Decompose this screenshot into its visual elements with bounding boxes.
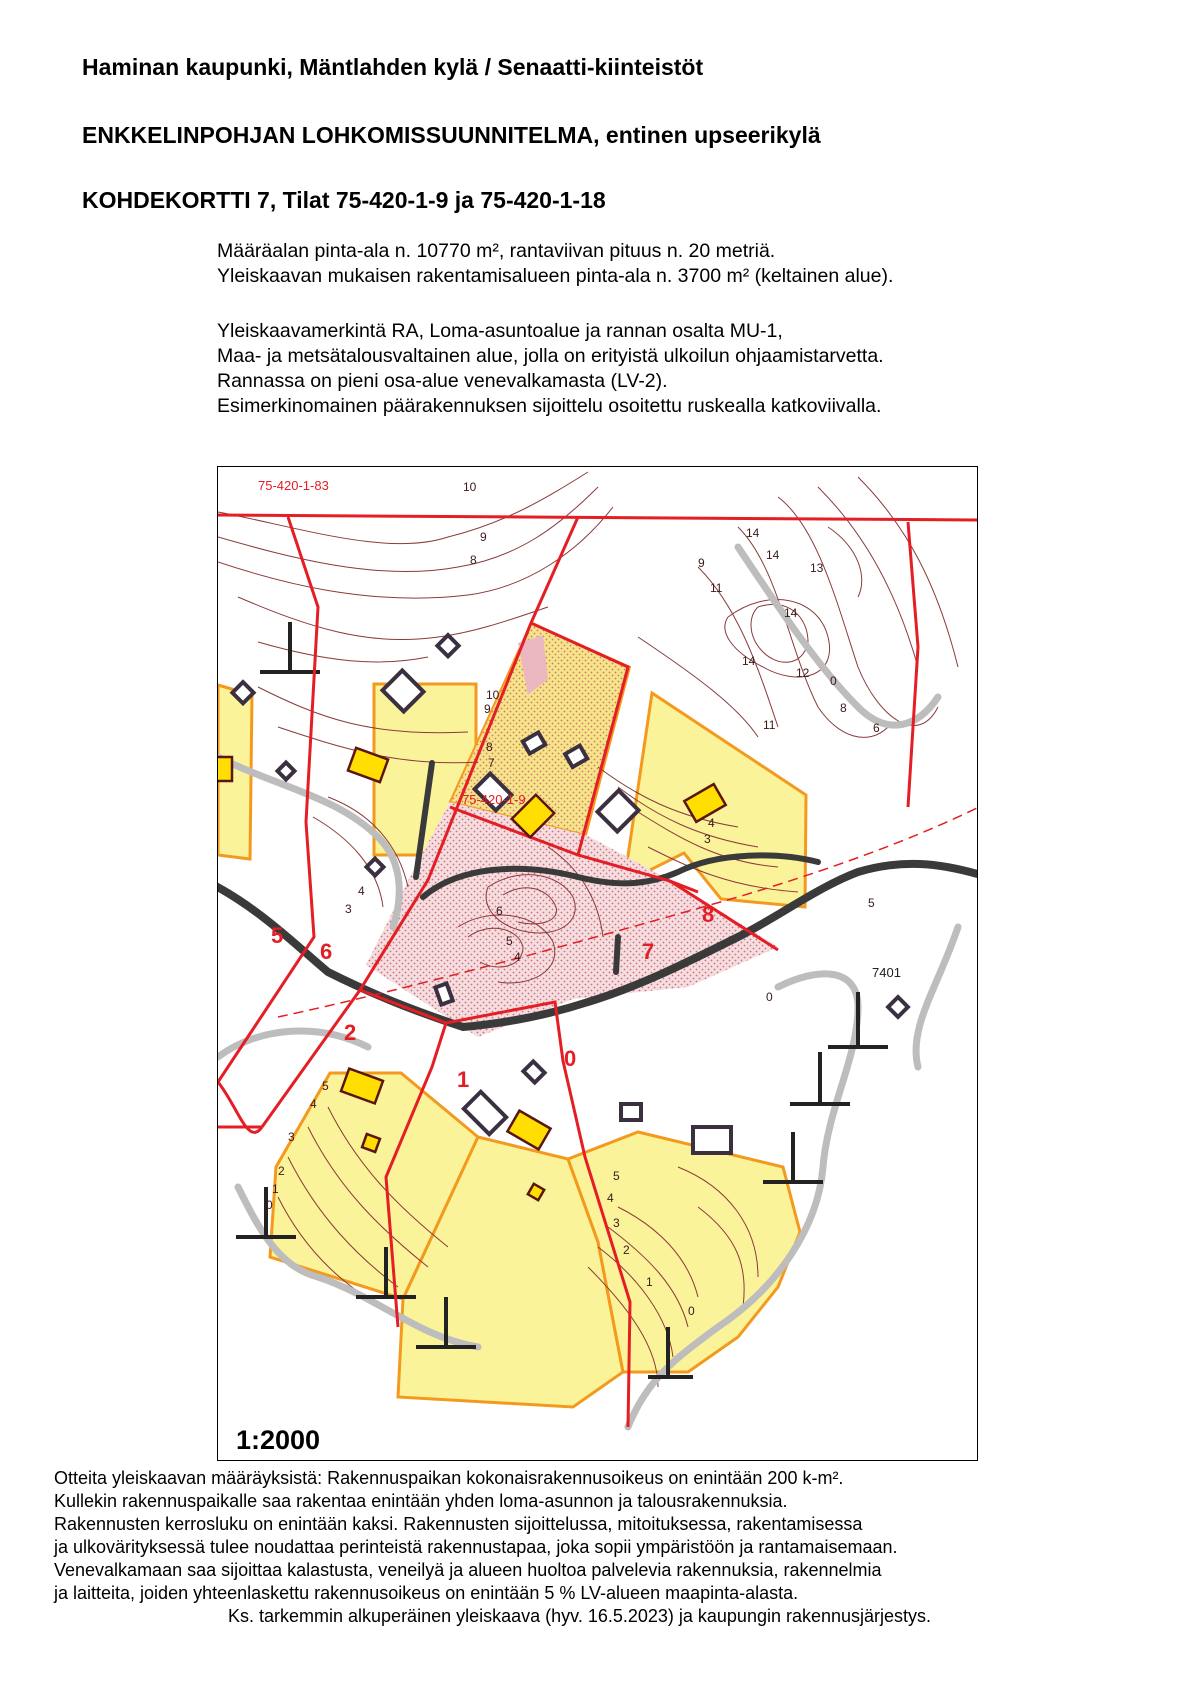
contour-label: 8 [840, 701, 847, 715]
zoning-line: Yleiskaavamerkintä RA, Loma-asuntoalue ja rannan osalta MU-1, [217, 320, 783, 342]
contour-label: 3 [613, 1216, 620, 1230]
lot-number: 8 [702, 902, 715, 927]
contour-label: 13 [810, 561, 824, 575]
regulation-line: Otteita yleiskaavan määräyksistä: Rakennuspaikan kokonaisrakennusoikeus on enintään 200 k-m². [54, 1468, 844, 1488]
lot-number: 1 [457, 1067, 470, 1092]
contour-label: 4 [607, 1191, 614, 1205]
contour-label: 12 [796, 666, 810, 680]
regulation-line: ja laitteita, joiden yhteenlaskettu rakennusoikeus on enintään 5 % LV-alueen maapinta-alasta. [54, 1583, 799, 1603]
existing-building [621, 1104, 641, 1120]
existing-building [278, 763, 295, 780]
contour-label: 1 [272, 1182, 279, 1196]
contour-label: 4 [358, 884, 365, 898]
plan-map [217, 466, 978, 1461]
contour-label: 0 [766, 990, 773, 1004]
area-line: Yleiskaavan mukaisen rakentamisalueen pinta-ala n. 3700 m² (keltainen alue). [217, 265, 894, 287]
contour-label: 4 [708, 816, 715, 830]
pier-symbol [828, 992, 888, 1047]
contour-label: 0 [830, 674, 837, 688]
contour-label: 6 [496, 904, 503, 918]
contour-label: 4 [514, 950, 521, 964]
contour-label: 11 [710, 581, 723, 595]
proposed-building [507, 1111, 550, 1150]
area-info [217, 239, 893, 289]
contour-label: 14 [746, 526, 760, 540]
zoning-line: Maa- ja metsätalousvaltainen alue, jolla on erityistä ulkoilun ohjaamistarvetta. [217, 345, 884, 367]
reference-line: Ks. tarkemmin alkuperäinen yleiskaava (hyv. 16.5.2023) ja kaupungin rakennusjärjestys. [228, 1606, 932, 1626]
area-line: Määräalan pinta-ala n. 10770 m², rantaviivan pituus n. 20 metriä. [217, 240, 776, 262]
pier-symbol [260, 622, 320, 672]
regulations-excerpt [54, 1467, 931, 1628]
existing-building [888, 997, 908, 1017]
contour-label: 4 [310, 1097, 317, 1111]
proposed-building [218, 757, 232, 781]
existing-building [523, 1061, 544, 1082]
contour-label: 10 [463, 480, 477, 494]
contour-label: 9 [480, 530, 487, 544]
contour-label: 8 [486, 740, 493, 754]
scale-label: 1:2000 [236, 1425, 321, 1455]
plan-title: ENKKELINPOHJAN LOHKOMISSUUNNITELMA, entinen upseerikylä [82, 122, 821, 148]
proposed-building [362, 1134, 380, 1152]
regulation-line: ja ulkovärityksessä tulee noudattaa perinteistä rakennustapaa, joka sopii ympäristöön ja rantamaisemaan. [54, 1537, 898, 1557]
contour-label: 14 [784, 606, 798, 620]
document-title: Haminan kaupunki, Mäntlahden kylä / Senaatti-kiinteistöt [82, 54, 704, 80]
zoning-line: Esimerkinomainen päärakennuksen sijoittelu osoitettu ruskealla katkoviivalla. [217, 395, 882, 417]
contour-label: 14 [742, 654, 756, 668]
road-number-label: 7401 [872, 965, 901, 980]
contour-label: 8 [470, 553, 477, 567]
existing-building [437, 635, 458, 656]
contour-label: 3 [704, 832, 711, 846]
contour-label: 5 [868, 896, 875, 910]
regulation-line: Rakennusten kerrosluku on enintään kaksi. Rakennusten sijoittelussa, mitoituksessa, rakentamisessa [54, 1514, 863, 1534]
existing-building [367, 859, 384, 876]
contour-label: 2 [623, 1243, 630, 1257]
contour-label: 6 [873, 721, 880, 735]
contour-label: 9 [698, 556, 705, 570]
map-svg [218, 467, 978, 1461]
zoning-line: Rannassa on pieni osa-alue venevalkamasta (LV-2). [217, 370, 668, 392]
contour-label: 2 [278, 1164, 285, 1178]
contour-label: 5 [506, 934, 513, 948]
contour-label: 3 [288, 1130, 295, 1144]
regulation-line: Kullekin rakennuspaikalle saa rakentaa enintään yhden loma-asunnon ja talousrakennuksia. [54, 1491, 788, 1511]
existing-building [464, 1092, 506, 1134]
existing-building [693, 1127, 731, 1153]
contour-label: 3 [345, 902, 352, 916]
contour-label: 0 [688, 1304, 695, 1318]
contour-label: 1 [646, 1275, 653, 1289]
lot-number: 7 [642, 939, 655, 964]
contour-label: 11 [763, 718, 776, 732]
contour-label: 14 [766, 548, 780, 562]
zoning-info [217, 319, 884, 419]
contour-label: 0 [266, 1198, 273, 1212]
regulation-line: Venevalkamaan saa sijoittaa kalastusta, veneilyä ja alueen huoltoa palvelevia rakennuksia, rakennelmia [54, 1560, 882, 1580]
parcel-label-neighbor: 75-420-1-83 [258, 478, 329, 493]
parcel-label-target: 75-420-1-9 [462, 792, 526, 807]
lot-number: 6 [320, 939, 333, 964]
card-title: KOHDEKORTTI 7, Tilat 75-420-1-9 ja 75-420-1-18 [82, 187, 606, 213]
contour-label: 7 [488, 756, 495, 770]
contour-label: 5 [322, 1079, 329, 1093]
driveway [616, 937, 618, 972]
contour-label: 9 [484, 702, 491, 716]
contour-label: 10 [486, 688, 500, 702]
contour-label: 5 [613, 1169, 620, 1183]
lot-number: 5 [271, 923, 284, 948]
lot-number: 0 [564, 1046, 577, 1071]
lot-number: 2 [344, 1020, 357, 1045]
